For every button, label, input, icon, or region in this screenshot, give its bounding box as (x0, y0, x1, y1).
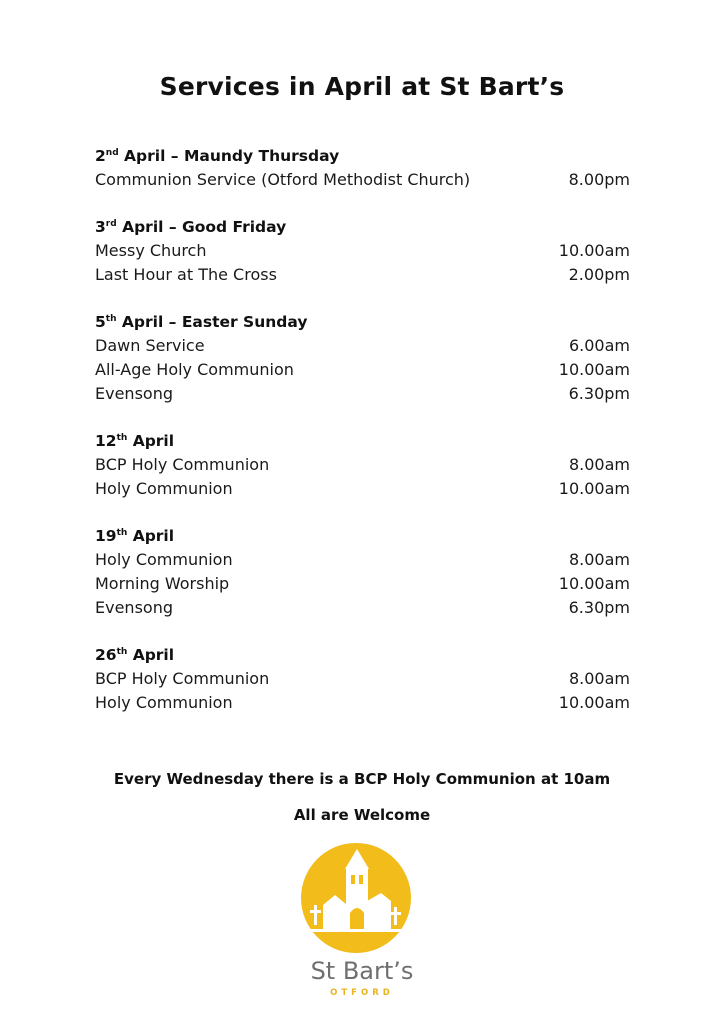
service-name: Last Hour at The Cross (95, 265, 277, 284)
service-section (95, 144, 630, 192)
service-section (95, 643, 630, 715)
service-section (95, 429, 630, 501)
heading-day: 5 (95, 313, 106, 331)
service-row (95, 596, 630, 620)
welcome-note: All are Welcome (293, 806, 431, 824)
heading-ordinal: th (116, 647, 128, 657)
heading-text: April – Good Friday (116, 218, 287, 236)
service-time: 8.00am (568, 455, 630, 474)
service-time: 10.00am (558, 479, 630, 498)
heading-ordinal: nd (105, 148, 119, 158)
section-heading (95, 310, 630, 334)
service-time: 8.00am (568, 669, 630, 688)
service-name: Communion Service (Otford Methodist Church) (95, 170, 471, 189)
service-time: 8.00am (568, 550, 630, 569)
service-time: 10.00am (558, 574, 630, 593)
services-list (95, 144, 630, 738)
service-name: Dawn Service (95, 336, 205, 355)
service-name: All-Age Holy Communion (95, 360, 294, 379)
heading-day: 3 (95, 218, 106, 236)
heading-ordinal: th (116, 433, 128, 443)
heading-day: 2 (95, 147, 106, 165)
section-heading (95, 643, 630, 667)
heading-day: 26 (95, 646, 117, 664)
service-section (95, 524, 630, 620)
heading-text: April (127, 527, 175, 545)
service-row (95, 572, 630, 596)
service-name: BCP Holy Communion (95, 455, 270, 474)
page-title: Services in April at St Bart’s (159, 72, 565, 101)
service-name: Evensong (95, 598, 173, 617)
heading-ordinal: rd (105, 219, 117, 229)
service-section (95, 215, 630, 287)
brand-place: OTFORD (330, 988, 394, 998)
section-heading (95, 215, 630, 239)
service-row (95, 691, 630, 715)
service-time: 6.30pm (568, 384, 630, 403)
service-time: 10.00am (558, 360, 630, 379)
service-name: Morning Worship (95, 574, 230, 593)
service-time: 6.30pm (568, 598, 630, 617)
heading-day: 19 (95, 527, 117, 545)
section-heading (95, 429, 630, 453)
church-logo-icon (301, 843, 411, 953)
service-name: Messy Church (95, 241, 207, 260)
service-row (95, 168, 630, 192)
section-heading (95, 144, 630, 168)
section-heading (95, 524, 630, 548)
service-time: 2.00pm (568, 265, 630, 284)
service-time: 10.00am (558, 241, 630, 260)
service-row (95, 263, 630, 287)
service-row (95, 239, 630, 263)
heading-ordinal: th (105, 314, 117, 324)
heading-text: April – Easter Sunday (116, 313, 308, 331)
service-row (95, 382, 630, 406)
heading-text: April (127, 646, 175, 664)
service-section (95, 310, 630, 406)
service-name: Evensong (95, 384, 173, 403)
heading-text: April (127, 432, 175, 450)
service-row (95, 334, 630, 358)
service-name: BCP Holy Communion (95, 669, 270, 688)
service-row (95, 453, 630, 477)
heading-ordinal: th (116, 528, 128, 538)
weekly-note: Every Wednesday there is a BCP Holy Communion at 10am (113, 770, 611, 788)
service-row (95, 548, 630, 572)
service-name: Holy Communion (95, 479, 233, 498)
service-name: Holy Communion (95, 693, 233, 712)
service-row (95, 477, 630, 501)
service-time: 6.00am (568, 336, 630, 355)
service-time: 10.00am (558, 693, 630, 712)
heading-text: April – Maundy Thursday (118, 147, 340, 165)
service-name: Holy Communion (95, 550, 233, 569)
brand-name: St Bart’s (310, 957, 414, 985)
service-row (95, 667, 630, 691)
service-time: 8.00pm (568, 170, 630, 189)
heading-day: 12 (95, 432, 117, 450)
service-row (95, 358, 630, 382)
